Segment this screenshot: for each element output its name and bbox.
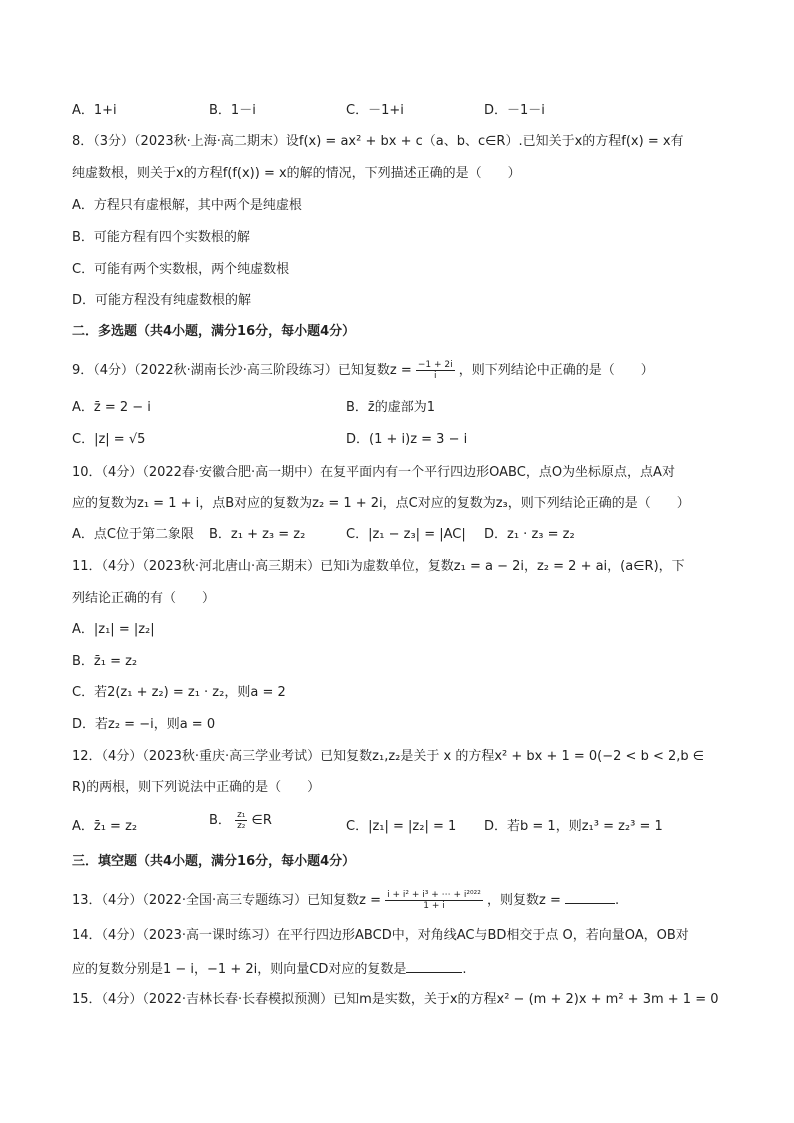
q7-option-b: B．1－i (209, 103, 256, 118)
q12-option-c: C．|z₁| = |z₂| = 1 (346, 819, 457, 834)
q8-stem-line1: 8．（3分）（2023秋·上海·高二期末）设f(x) = ax² + bx + c（a、b、c∈R）.已知关于x的方程f(x) = x有 (72, 134, 684, 149)
q9-option-a: A．z̄ = 2 − i (72, 400, 151, 415)
q12-option-b-denominator: z₂ (237, 821, 246, 831)
q12-stem-line1: 12．（4分）（2023秋·重庆·高三学业考试）已知复数z₁,z₂是关于 x 的方程x² + bx + 1 = 0(−2 < b < 2,b ∈ (72, 749, 705, 764)
q14-stem-line2-text: 应的复数分别是1 − i，−1 + 2i，则向量CD对应的复数是 (72, 962, 407, 977)
q14-stem-line1: 14．（4分）（2023·高一课时练习）在平行四边形ABCD中，对角线AC与BD相交于点 O，若向量OA，OB对 (72, 928, 689, 943)
q9-option-c: C．|z| = √5 (72, 432, 146, 447)
q12-stem-line2: R)的两根，则下列说法中正确的是（ ） (72, 780, 321, 795)
q12-option-a: A．z̄₁ = z₂ (72, 819, 138, 834)
q11-option-b: B．z̄₁ = z₂ (72, 654, 138, 669)
q10-stem-line2: 应的复数为z₁ = 1 + i，点B对应的复数为z₂ = 1 + 2i，点C对应的复数为z₃，则下列结论正确的是（ ） (72, 496, 690, 511)
q8-option-d: D．可能方程没有纯虚数根的解 (72, 293, 252, 308)
q13-stem (72, 889, 619, 911)
q13-fraction-denominator: 1 + i (423, 901, 445, 911)
q10-option-a: A．点C位于第二象限 (72, 527, 194, 542)
q11-stem-line1: 11．（4分）（2023秋·河北唐山·高三期末）已知i为虚数单位，复数z₁ = a − 2i，z₂ = 2 + ai，(a∈R)，下 (72, 559, 685, 574)
q12-option-b-fraction (235, 810, 247, 831)
q9-option-d: D．(1 + i)z = 3 − i (346, 432, 468, 447)
q10-option-b: B．z₁ + z₃ = z₂ (209, 527, 306, 542)
q12-option-d: D．若b = 1，则z₁³ = z₂³ = 1 (484, 819, 663, 834)
q11-option-d: D．若z₂ = −i，则a = 0 (72, 717, 216, 732)
q8-option-b: B．可能方程有四个实数根的解 (72, 230, 250, 245)
q9-stem-post: ，则下列结论中正确的是（ ） (458, 363, 654, 378)
q10-option-c: C．|z₁ − z₃| = |AC| (346, 527, 466, 542)
q9-stem-pre: 9．（4分）（2022秋·湖南长沙·高三阶段练习）已知复数z = (72, 363, 412, 378)
q12-option-b-post: ∈R (251, 813, 272, 828)
q13-answer-blank (565, 889, 615, 904)
q11-stem-line2: 列结论正确的有（ ） (72, 591, 216, 606)
q13-fraction-numerator: i + i² + i³ + ⋯ + i²⁰²² (387, 890, 481, 900)
q9-stem (72, 360, 654, 381)
q14-answer-blank (406, 958, 462, 973)
q12-option-b (209, 810, 272, 831)
q7-option-c: C．－1+i (346, 103, 404, 118)
q13-fraction (385, 890, 483, 911)
q8-stem-line2: 纯虚数根，则关于x的方程f(f(x)) = x的解的情况，下列描述正确的是（ ） (72, 166, 521, 181)
q15-stem-line1: 15．（4分）（2022·吉林长春·长春模拟预测）已知m是实数，关于x的方程x² − (m + 2)x + m² + 3m + 1 = 0 (72, 992, 719, 1007)
q8-option-c: C．可能有两个实数根，两个纯虚数根 (72, 262, 290, 277)
q13-stem-end: . (615, 893, 620, 908)
q10-stem-line1: 10．（4分）（2022春·安徽合肥·高一期中）在复平面内有一个平行四边形OABC，点O为坐标原点，点A对 (72, 465, 675, 480)
section-multiple-choice-heading: 二．多选题（共4小题，满分16分，每小题4分） (72, 324, 356, 339)
q7-option-d: D．－1－i (484, 103, 545, 118)
q9-fraction-denominator: i (434, 371, 437, 381)
q7-option-a: A．1+i (72, 103, 117, 118)
q12-option-b-label: B． (209, 813, 231, 828)
q14-stem-line2-end: . (462, 962, 467, 977)
section-fill-blank-heading: 三．填空题（共4小题，满分16分，每小题4分） (72, 854, 356, 869)
q9-fraction (416, 360, 455, 381)
q9-fraction-numerator: −1 + 2i (417, 360, 453, 370)
q14-stem-line2 (72, 958, 466, 980)
q10-option-d: D．z₁ · z₃ = z₂ (484, 527, 575, 542)
q8-option-a: A．方程只有虚根解，其中两个是纯虚根 (72, 198, 302, 213)
q13-stem-pre: 13．（4分）（2022·全国·高三专题练习）已知复数z = (72, 893, 382, 908)
q13-stem-post: ，则复数z = (487, 893, 561, 908)
q11-option-a: A．|z₁| = |z₂| (72, 622, 155, 637)
q11-option-c: C．若2(z₁ + z₂) = z₁ · z₂，则a = 2 (72, 685, 286, 700)
q9-option-b: B．z̄的虚部为1 (346, 400, 436, 415)
q12-option-b-numerator: z₁ (237, 810, 246, 820)
